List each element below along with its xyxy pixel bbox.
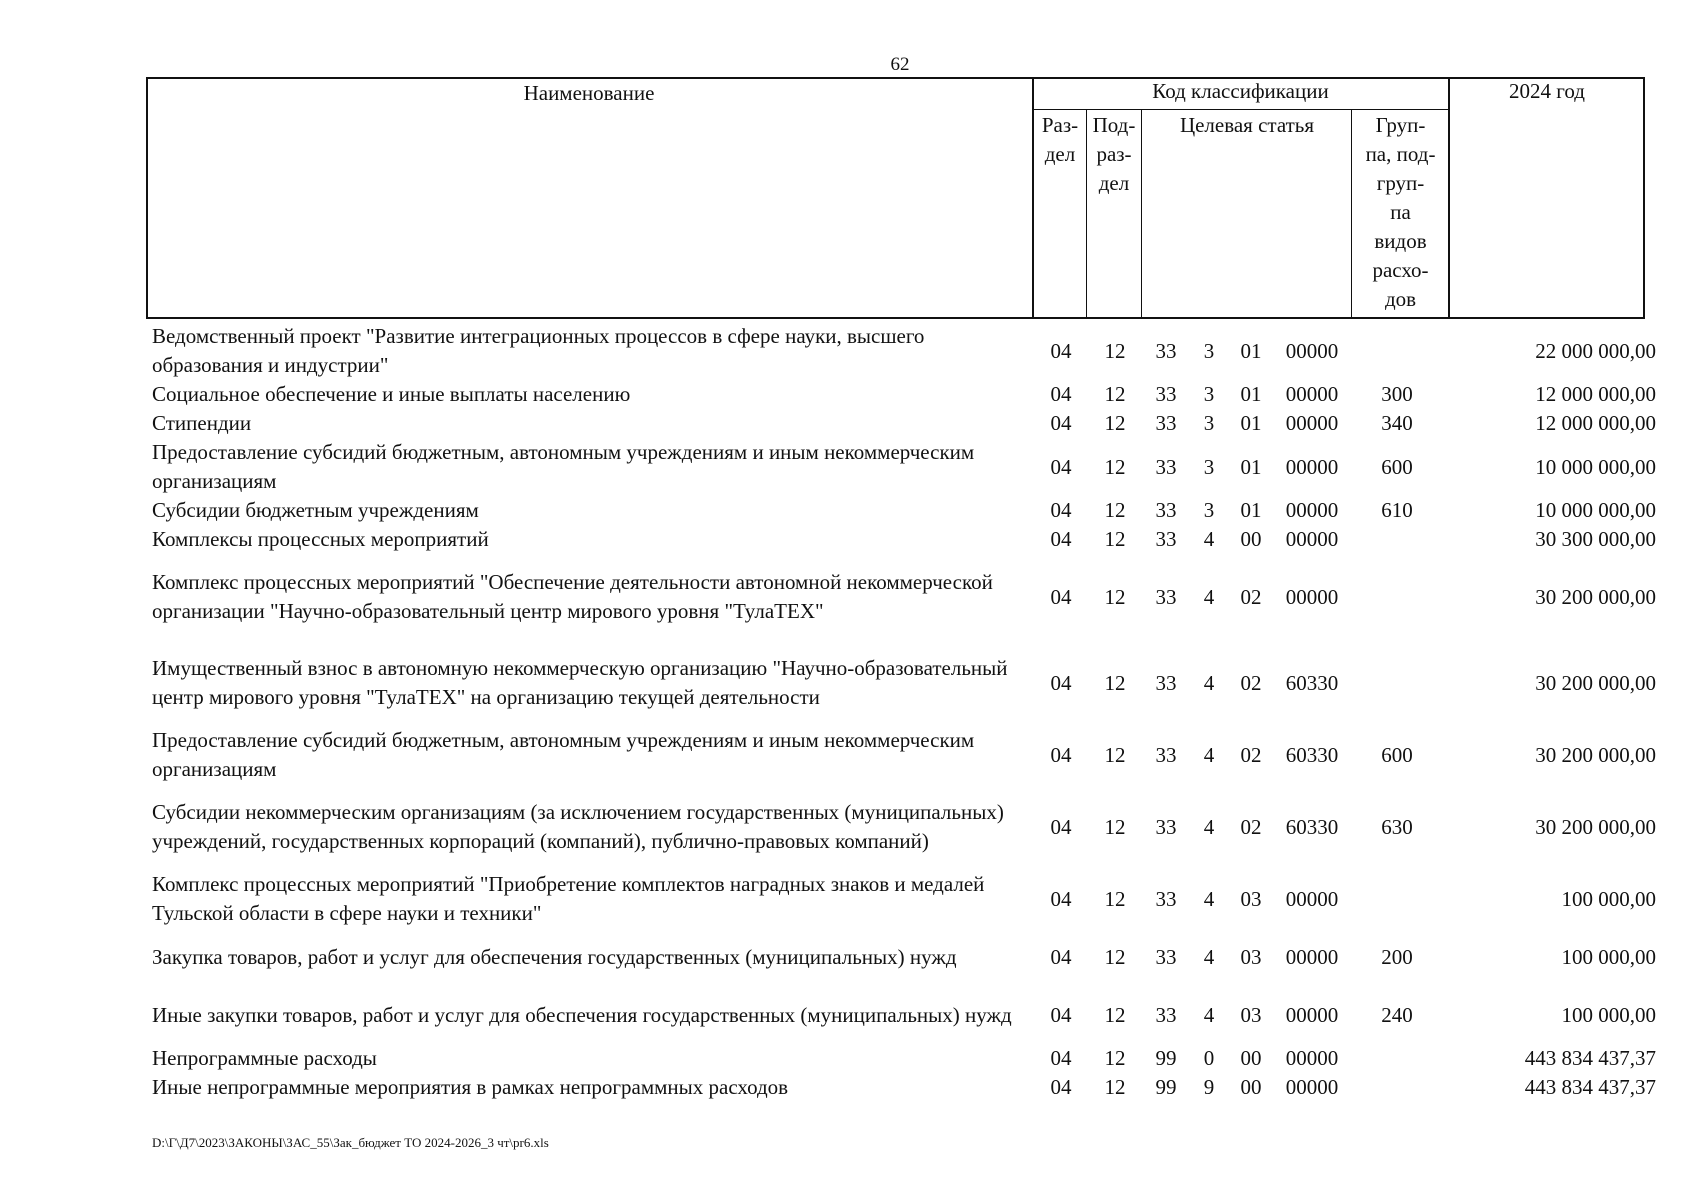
- row-target-4: 60330: [1285, 814, 1339, 839]
- row-group: 240: [1381, 1002, 1413, 1027]
- row-razdel: 04: [1050, 1046, 1072, 1070]
- row-podrazdel: 12: [1104, 411, 1126, 435]
- row-podrazdel: 12: [1104, 944, 1126, 969]
- row-name: Имущественный взнос в автономную некоммерческую организацию "Научно-образовательный центр мирового уровня "ТулаТЕХ" на организацию текущей деятельности: [152, 656, 1008, 709]
- table-row: [146, 322, 1656, 380]
- row-target-3: 02: [1240, 742, 1262, 767]
- row-target-1: 33: [1155, 498, 1177, 522]
- row-target-2: 4: [1203, 944, 1215, 969]
- row-target-3: 03: [1240, 1002, 1262, 1027]
- row-target-2: 3: [1203, 411, 1215, 435]
- row-target-3: 02: [1240, 584, 1262, 609]
- row-razdel: 04: [1050, 411, 1072, 435]
- row-target-1: 33: [1155, 382, 1177, 406]
- row-amount: 10 000 000,00: [1535, 498, 1656, 522]
- header-razdel: Раз- дел: [1041, 113, 1079, 166]
- row-razdel: 04: [1050, 338, 1072, 363]
- row-group: 200: [1381, 944, 1413, 969]
- row-podrazdel: 12: [1104, 338, 1126, 363]
- table-row: [146, 640, 1656, 726]
- table-row: [146, 409, 1656, 438]
- row-podrazdel: 12: [1104, 454, 1126, 479]
- row-name: Комплекс процессных мероприятий "Обеспечение деятельности автономной некоммерческой организации "Научно-образовательный центр мирового уровня "ТулаТЕХ": [152, 570, 993, 623]
- row-razdel: 04: [1050, 584, 1072, 609]
- row-podrazdel: 12: [1104, 1046, 1126, 1070]
- row-target-2: 4: [1203, 670, 1215, 695]
- row-target-2: 4: [1203, 1002, 1215, 1027]
- row-target-4: 00000: [1285, 1046, 1339, 1070]
- row-target-2: 4: [1203, 814, 1215, 839]
- header-code-group: Код классификации: [1152, 79, 1329, 103]
- row-razdel: 04: [1050, 498, 1072, 522]
- row-name: Ведомственный проект "Развитие интеграционных процессов в сфере науки, высшего образования и индустрии": [152, 324, 925, 377]
- row-target-2: 0: [1203, 1046, 1215, 1070]
- row-podrazdel: 12: [1104, 1002, 1126, 1027]
- row-amount: 443 834 437,37: [1524, 1046, 1656, 1070]
- table-body: [146, 322, 1656, 1102]
- table-row: [146, 1044, 1656, 1073]
- table-row: [146, 784, 1656, 870]
- row-group: 610: [1381, 498, 1413, 522]
- row-amount: 22 000 000,00: [1535, 338, 1656, 363]
- row-podrazdel: 12: [1104, 1075, 1126, 1099]
- row-target-2: 3: [1203, 338, 1215, 363]
- row-target-1: 33: [1155, 944, 1177, 969]
- row-podrazdel: 12: [1104, 498, 1126, 522]
- header-target: Целевая статья: [1179, 113, 1315, 137]
- row-target-2: 9: [1203, 1075, 1215, 1099]
- row-podrazdel: 12: [1104, 584, 1126, 609]
- row-podrazdel: 12: [1104, 814, 1126, 839]
- row-target-3: 00: [1240, 1075, 1262, 1099]
- row-name: Закупка товаров, работ и услуг для обеспечения государственных (муниципальных) нужд: [152, 944, 957, 969]
- row-podrazdel: 12: [1104, 382, 1126, 406]
- row-amount: 100 000,00: [1561, 1002, 1656, 1027]
- row-target-4: 00000: [1285, 886, 1339, 911]
- row-razdel: 04: [1050, 886, 1072, 911]
- row-target-4: 00000: [1285, 498, 1339, 522]
- row-target-4: 00000: [1285, 1075, 1339, 1099]
- row-target-3: 01: [1240, 454, 1262, 479]
- row-razdel: 04: [1050, 742, 1072, 767]
- row-target-4: 00000: [1285, 584, 1339, 609]
- row-target-1: 33: [1155, 338, 1177, 363]
- file-path-footer: D:\Г\Д7\2023\ЗАКОНЫ\ЗАС_55\Зак_бюджет ТО 2024-2026_3 чт\pr6.xls: [152, 1135, 549, 1150]
- row-target-4: 00000: [1285, 1002, 1339, 1027]
- row-razdel: 04: [1050, 670, 1072, 695]
- header-divider: [1033, 109, 1448, 110]
- row-razdel: 04: [1050, 1002, 1072, 1027]
- row-target-3: 00: [1240, 1046, 1262, 1070]
- row-target-3: 02: [1240, 670, 1262, 695]
- header-group: Груп- па, под- груп- па видов расхо- дов: [1365, 113, 1436, 311]
- row-name: Субсидии некоммерческим организациям (за исключением государственных (муниципальных) учреждений, государственных корпораций (компаний), публично-правовых компаний): [152, 800, 1004, 853]
- header-name: Наименование: [523, 81, 655, 105]
- row-group: 340: [1381, 411, 1413, 435]
- row-target-1: 33: [1155, 411, 1177, 435]
- row-target-2: 3: [1203, 498, 1215, 522]
- row-target-4: 00000: [1285, 527, 1339, 551]
- row-target-3: 01: [1240, 498, 1262, 522]
- row-target-2: 4: [1203, 742, 1215, 767]
- row-name: Предоставление субсидий бюджетным, автономным учреждениям и иным некоммерческим организациям: [152, 728, 975, 781]
- table-row: [146, 525, 1656, 554]
- table-row: [146, 928, 1656, 986]
- row-name: Комплекс процессных мероприятий "Приобретение комплектов наградных знаков и медалей Тульской области в сфере науки и техники": [152, 872, 985, 925]
- row-group: 300: [1381, 382, 1413, 406]
- row-target-3: 03: [1240, 886, 1262, 911]
- row-target-1: 33: [1155, 584, 1177, 609]
- row-target-1: 33: [1155, 527, 1177, 551]
- row-target-4: 00000: [1285, 944, 1339, 969]
- row-target-1: 33: [1155, 454, 1177, 479]
- table-row: [146, 554, 1656, 640]
- row-target-1: 99: [1155, 1075, 1177, 1099]
- row-amount: 12 000 000,00: [1535, 411, 1656, 435]
- row-target-4: 60330: [1285, 670, 1339, 695]
- row-podrazdel: 12: [1104, 742, 1126, 767]
- table-header: [146, 77, 1645, 319]
- row-amount: 30 200 000,00: [1535, 742, 1656, 767]
- row-target-2: 3: [1203, 382, 1215, 406]
- row-target-4: 00000: [1285, 411, 1339, 435]
- table-row: [146, 438, 1656, 496]
- row-target-3: 00: [1240, 527, 1262, 551]
- row-razdel: 04: [1050, 944, 1072, 969]
- row-target-4: 00000: [1285, 338, 1339, 363]
- row-target-3: 01: [1240, 338, 1262, 363]
- table-row: [146, 870, 1656, 928]
- row-razdel: 04: [1050, 382, 1072, 406]
- row-target-1: 99: [1155, 1046, 1177, 1070]
- row-name: Непрограммные расходы: [152, 1046, 377, 1070]
- row-name: Социальное обеспечение и иные выплаты населению: [152, 382, 631, 406]
- row-name: Стипендии: [152, 411, 252, 435]
- table-row: [146, 380, 1656, 409]
- row-razdel: 04: [1050, 1075, 1072, 1099]
- row-amount: 12 000 000,00: [1535, 382, 1656, 406]
- page-number: 62: [890, 54, 910, 75]
- table-row: [146, 986, 1656, 1044]
- row-target-2: 4: [1203, 886, 1215, 911]
- row-amount: 30 300 000,00: [1535, 527, 1656, 551]
- row-razdel: 04: [1050, 814, 1072, 839]
- row-podrazdel: 12: [1104, 670, 1126, 695]
- row-target-3: 03: [1240, 944, 1262, 969]
- row-name: Иные закупки товаров, работ и услуг для обеспечения государственных (муниципальных) нужд: [152, 1002, 1012, 1027]
- row-target-1: 33: [1155, 1002, 1177, 1027]
- row-amount: 30 200 000,00: [1535, 814, 1656, 839]
- table-row: [146, 496, 1656, 525]
- row-target-1: 33: [1155, 814, 1177, 839]
- row-target-1: 33: [1155, 670, 1177, 695]
- row-name: Комплексы процессных мероприятий: [152, 527, 489, 551]
- row-group: 600: [1381, 454, 1413, 479]
- row-target-4: 00000: [1285, 454, 1339, 479]
- row-target-3: 01: [1240, 411, 1262, 435]
- row-amount: 30 200 000,00: [1535, 670, 1656, 695]
- table-row: [146, 1073, 1656, 1102]
- row-target-4: 00000: [1285, 382, 1339, 406]
- row-group: 600: [1381, 742, 1413, 767]
- row-name: Субсидии бюджетным учреждениям: [152, 498, 479, 522]
- row-target-4: 60330: [1285, 742, 1339, 767]
- row-target-2: 3: [1203, 454, 1215, 479]
- row-target-1: 33: [1155, 886, 1177, 911]
- row-amount: 100 000,00: [1561, 944, 1656, 969]
- row-target-2: 4: [1203, 584, 1215, 609]
- row-razdel: 04: [1050, 527, 1072, 551]
- row-amount: 443 834 437,37: [1524, 1075, 1656, 1099]
- header-podrazdel: Под- раз- дел: [1092, 113, 1136, 195]
- row-target-3: 02: [1240, 814, 1262, 839]
- row-group: 630: [1381, 814, 1413, 839]
- header-divider: [1141, 109, 1142, 319]
- table-row: [146, 726, 1656, 784]
- row-razdel: 04: [1050, 454, 1072, 479]
- row-podrazdel: 12: [1104, 527, 1126, 551]
- row-target-3: 01: [1240, 382, 1262, 406]
- row-target-1: 33: [1155, 742, 1177, 767]
- row-amount: 10 000 000,00: [1535, 454, 1656, 479]
- row-name: Иные непрограммные мероприятия в рамках непрограммных расходов: [152, 1075, 789, 1099]
- row-name: Предоставление субсидий бюджетным, автономным учреждениям и иным некоммерческим организациям: [152, 440, 975, 493]
- row-amount: 100 000,00: [1561, 886, 1656, 911]
- row-podrazdel: 12: [1104, 886, 1126, 911]
- row-amount: 30 200 000,00: [1535, 584, 1656, 609]
- header-year: 2024 год: [1509, 79, 1585, 103]
- row-target-2: 4: [1203, 527, 1215, 551]
